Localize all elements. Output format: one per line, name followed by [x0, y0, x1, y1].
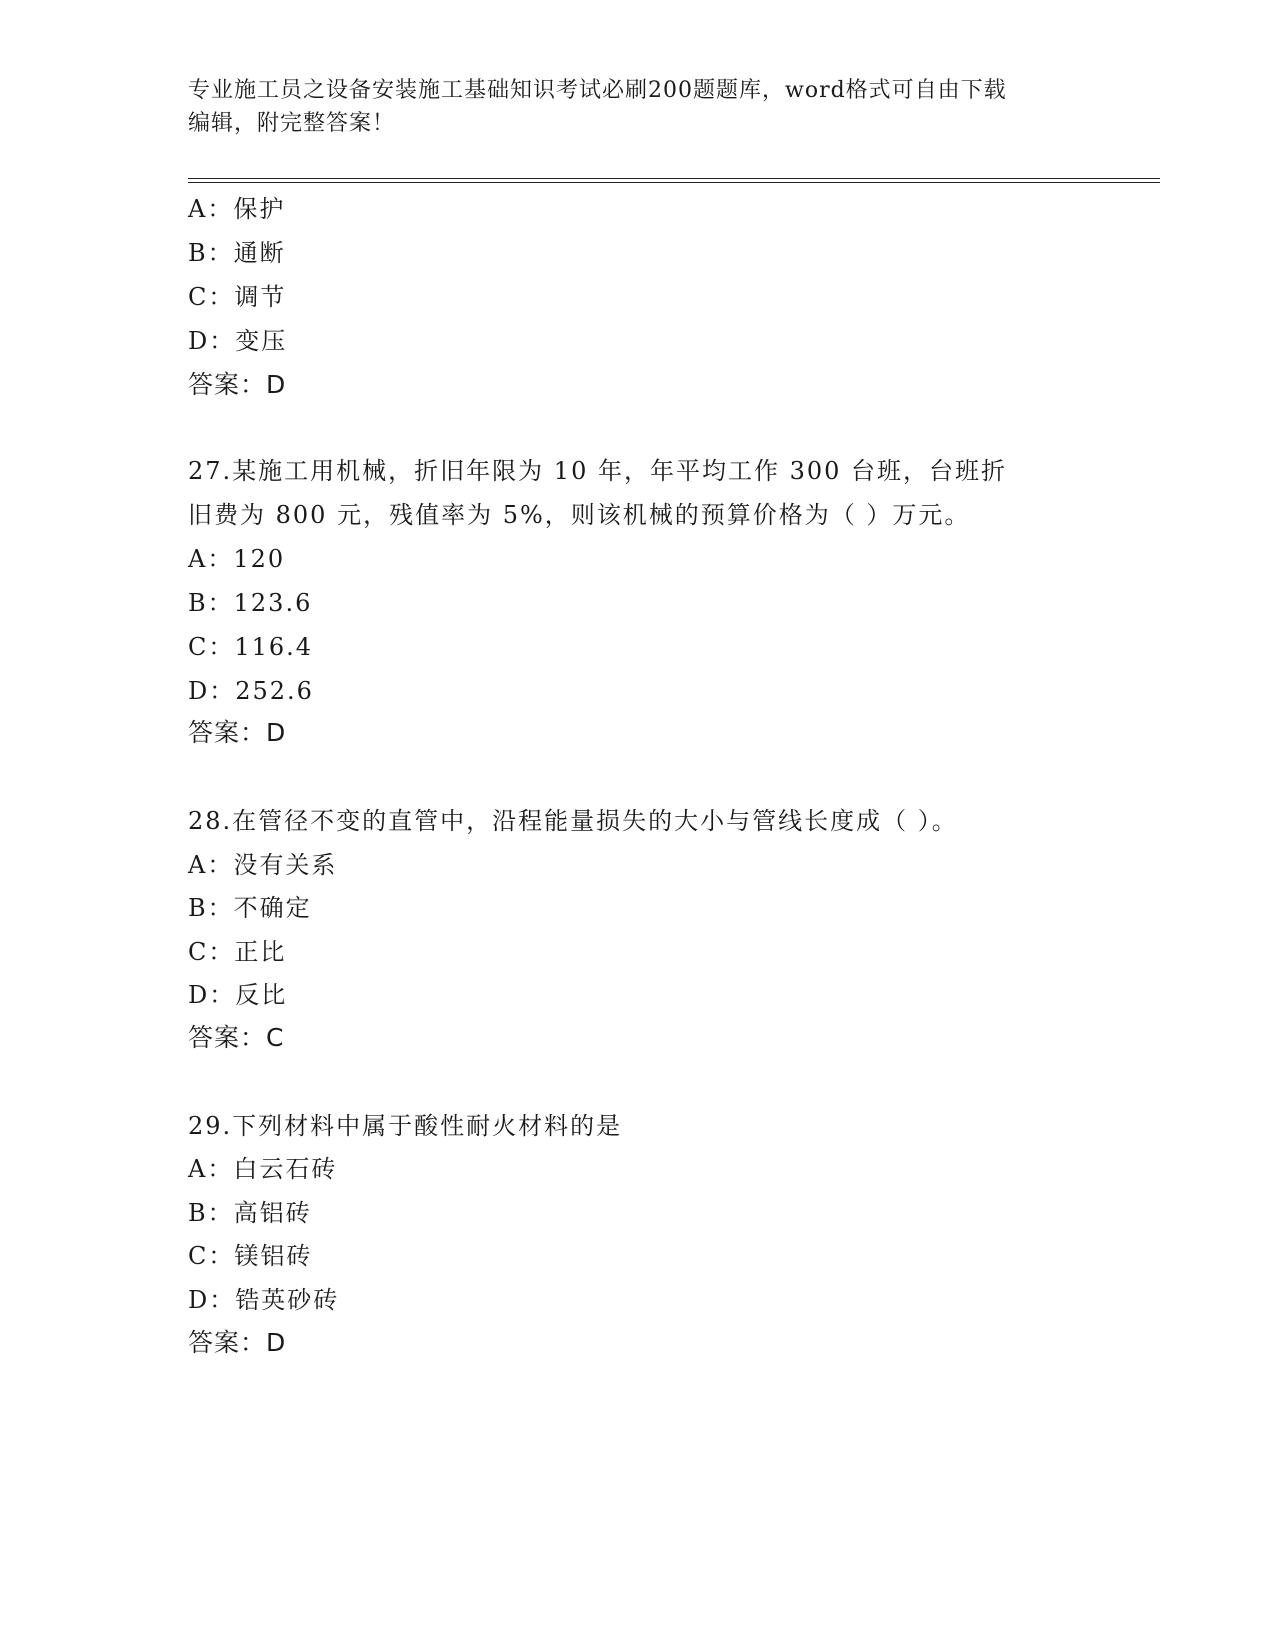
q28-option-b: B：不确定 [188, 894, 312, 922]
header-divider [188, 178, 1160, 183]
q27-option-a: A：120 [188, 545, 286, 573]
q27-option-c: C：116.4 [188, 633, 314, 661]
q29-option-b: B：高铝砖 [188, 1199, 312, 1227]
title-line-1: 专业施工员之设备安装施工基础知识考试必刷200题题库，word格式可自由下载 [188, 78, 1007, 103]
q28-option-c: C：正比 [188, 938, 287, 966]
q26-answer: 答案：D [188, 370, 287, 399]
title-line-2: 编辑，附完整答案！ [188, 111, 396, 136]
q27-stem-line-2: 旧费为 800 元，残值率为 5%，则该机械的预算价格为（ ）万元。 [188, 501, 971, 529]
q29-answer: 答案：D [188, 1328, 287, 1357]
q27-answer: 答案：D [188, 718, 287, 747]
q29-option-d: D：锆英砂砖 [188, 1286, 340, 1314]
q29-option-c: C：镁铝砖 [188, 1242, 313, 1270]
q28-option-a: A：没有关系 [188, 851, 338, 879]
q28-option-d: D：反比 [188, 981, 288, 1009]
q28-answer: 答案：C [188, 1023, 285, 1052]
document-title [188, 74, 1088, 140]
q26-option-b: B：通断 [188, 239, 286, 267]
q27-option-b: B：123.6 [188, 589, 313, 617]
q27-stem-line-1: 27.某施工用机械，折旧年限为 10 年，年平均工作 300 台班，台班折 [188, 457, 1008, 485]
q29-option-a: A：白云石砖 [188, 1155, 338, 1183]
q27-option-d: D：252.6 [188, 677, 314, 705]
q28-stem-line-1: 28.在管径不变的直管中，沿程能量损失的大小与管线长度成（ ）。 [188, 807, 958, 835]
q26-option-d: D：变压 [188, 327, 288, 355]
q26-option-a: A：保护 [188, 195, 286, 223]
q29-stem-line-1: 29.下列材料中属于酸性耐火材料的是 [188, 1112, 623, 1140]
q26-option-c: C：调节 [188, 283, 287, 311]
